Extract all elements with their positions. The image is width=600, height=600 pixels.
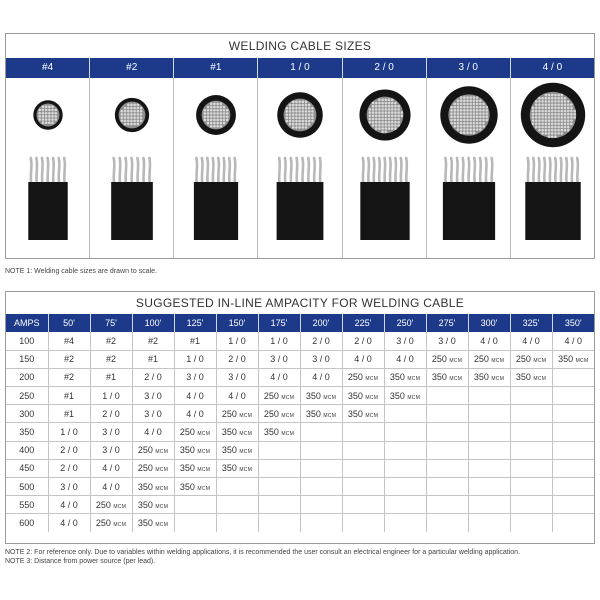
- cable-size-value: 250: [347, 372, 366, 383]
- cable-size-cell: 3 / 0: [132, 405, 174, 423]
- ampacity-table: [6, 314, 594, 532]
- cable-size-cell: [510, 405, 552, 423]
- cable-size-cell: [510, 459, 552, 477]
- cable-size-cell: [258, 496, 300, 514]
- cable-size-value: 350: [389, 390, 408, 401]
- cable-size-cell: 2 / 0: [48, 459, 90, 477]
- cable-size-value: 350: [221, 445, 240, 456]
- cable-size-cell: [300, 459, 342, 477]
- distance-header: 125': [174, 314, 216, 332]
- table-row: [6, 514, 594, 532]
- cable-size-cell: 2 / 0: [132, 368, 174, 386]
- table-row: [6, 368, 594, 386]
- cable-size-cell: [468, 496, 510, 514]
- cable-size-cell: 3 / 0: [426, 332, 468, 350]
- mcm-unit: MCM: [155, 449, 169, 456]
- cable-size-cell: [216, 441, 258, 459]
- mcm-unit: MCM: [575, 358, 589, 365]
- size-label: #2: [90, 58, 174, 78]
- cable-size-value: 250: [221, 408, 240, 419]
- table-row: [6, 332, 594, 350]
- cable-size-cell: [174, 459, 216, 477]
- cable-size-cell: [384, 387, 426, 405]
- cable-jacket-side-view: [360, 182, 409, 240]
- cable-size-value: 350: [558, 354, 576, 365]
- table-row: [6, 459, 594, 477]
- table-row: [6, 387, 594, 405]
- conductor-strands: [286, 101, 314, 129]
- cable-size-cell: [510, 496, 552, 514]
- amps-cell: 500: [6, 478, 48, 496]
- mcm-unit: MCM: [281, 431, 295, 438]
- cable-size-cell: [300, 478, 342, 496]
- cable-size-value: 350: [179, 481, 198, 492]
- cable-size-cell: [384, 441, 426, 459]
- cable-size-cell: [384, 478, 426, 496]
- cable-size-cell: [174, 441, 216, 459]
- cable-size-cell: [552, 387, 594, 405]
- cable-size-cell: [426, 423, 468, 441]
- cable-size-cell: [384, 368, 426, 386]
- cable-size-cell: [216, 496, 258, 514]
- exposed-strands: [362, 158, 406, 184]
- cable-size-cell: [258, 478, 300, 496]
- cable-size-value: 250: [473, 354, 492, 365]
- cable-size-cell: [132, 496, 174, 514]
- cable-cell: [6, 78, 90, 258]
- cable-size-value: 250: [263, 408, 282, 419]
- cable-size-value: 250: [95, 499, 114, 510]
- distance-header: 325': [510, 314, 552, 332]
- cable-size-cell: [300, 405, 342, 423]
- cable-size-value: 250: [137, 463, 156, 474]
- cable-cell: [511, 78, 594, 258]
- cable-size-cell: [90, 514, 132, 532]
- mcm-unit: MCM: [365, 376, 379, 383]
- size-label: 2 / 0: [343, 58, 427, 78]
- distance-header: 250': [384, 314, 426, 332]
- cable-size-cell: [174, 478, 216, 496]
- cable-size-cell: [174, 496, 216, 514]
- cable-jacket-side-view: [277, 182, 324, 240]
- cable-size-cell: [426, 514, 468, 532]
- cable-size-cell: [300, 514, 342, 532]
- cable-drawing: [511, 78, 595, 258]
- cable-size-value: 350: [305, 408, 324, 419]
- amps-cell: 550: [6, 496, 48, 514]
- note-1: NOTE 1: Welding cable sizes are drawn to scale.: [5, 268, 157, 275]
- cable-jacket-side-view: [525, 182, 580, 240]
- cable-size-cell: 2 / 0: [216, 350, 258, 368]
- cable-cell: [427, 78, 511, 258]
- cable-size-value: 350: [137, 481, 156, 492]
- cable-drawing: [174, 78, 258, 258]
- cable-cell: [258, 78, 342, 258]
- cable-size-cell: [132, 478, 174, 496]
- cable-size-cell: 1 / 0: [258, 332, 300, 350]
- welding-cable-sizes-panel: [5, 33, 595, 259]
- cable-size-value: 350: [263, 427, 282, 438]
- cable-size-cell: 4 / 0: [132, 423, 174, 441]
- cable-size-cell: [510, 514, 552, 532]
- mcm-unit: MCM: [113, 522, 127, 529]
- cable-size-cell: [468, 405, 510, 423]
- cable-size-cell: [510, 478, 552, 496]
- cable-size-cell: 4 / 0: [174, 405, 216, 423]
- cable-size-cell: #4: [48, 332, 90, 350]
- cable-size-cell: [90, 496, 132, 514]
- mcm-unit: MCM: [407, 394, 421, 401]
- distance-header: 175': [258, 314, 300, 332]
- cable-size-cell: 4 / 0: [384, 350, 426, 368]
- mcm-unit: MCM: [533, 376, 547, 383]
- table-row: [6, 496, 594, 514]
- table-row: [6, 405, 594, 423]
- cable-size-cell: [384, 459, 426, 477]
- cable-size-cell: [384, 496, 426, 514]
- cable-size-cell: [510, 441, 552, 459]
- cable-size-cell: [300, 441, 342, 459]
- distance-header: 100': [132, 314, 174, 332]
- ampacity-header-row: [6, 314, 594, 332]
- mcm-unit: MCM: [491, 376, 505, 383]
- mcm-unit: MCM: [281, 394, 295, 401]
- cable-cell: [343, 78, 427, 258]
- cable-size-cell: [300, 387, 342, 405]
- mcm-unit: MCM: [365, 394, 379, 401]
- cable-size-cell: #1: [132, 350, 174, 368]
- mcm-unit: MCM: [491, 358, 505, 365]
- note-2: NOTE 2: For reference only. Due to variables within welding applications, it is recommended the user consult an electrical engineer for a particular welding application.: [5, 549, 521, 556]
- mcm-unit: MCM: [449, 358, 463, 365]
- cable-size-value: 350: [179, 445, 198, 456]
- cable-size-cell: [300, 423, 342, 441]
- cable-size-cell: [342, 496, 384, 514]
- cable-size-cell: [342, 478, 384, 496]
- cable-size-cell: 4 / 0: [90, 459, 132, 477]
- cable-size-cell: 4 / 0: [174, 387, 216, 405]
- cable-drawing: [90, 78, 174, 258]
- cable-size-cell: 3 / 0: [48, 478, 90, 496]
- cable-size-cell: [216, 405, 258, 423]
- mcm-unit: MCM: [113, 503, 127, 510]
- cable-size-cell: [510, 350, 552, 368]
- cable-size-cell: [552, 496, 594, 514]
- mcm-unit: MCM: [155, 485, 169, 492]
- ampacity-title: SUGGESTED IN-LINE AMPACITY FOR WELDING CABLE: [135, 296, 465, 310]
- amps-cell: 300: [6, 405, 48, 423]
- cable-jacket-side-view: [443, 182, 495, 240]
- mcm-unit: MCM: [197, 449, 211, 456]
- table-row: [6, 350, 594, 368]
- cable-size-cell: 4 / 0: [342, 350, 384, 368]
- mcm-unit: MCM: [155, 522, 169, 529]
- cable-illustrations-row: [6, 78, 594, 258]
- cable-size-cell: #2: [132, 332, 174, 350]
- cable-size-value: 250: [263, 390, 282, 401]
- cable-size-cell: 2 / 0: [48, 441, 90, 459]
- cable-size-cell: [132, 459, 174, 477]
- size-header-row: [6, 58, 594, 78]
- cable-size-value: 350: [179, 463, 198, 474]
- cable-size-cell: 1 / 0: [174, 350, 216, 368]
- size-label: 3 / 0: [427, 58, 511, 78]
- mcm-unit: MCM: [239, 467, 253, 474]
- cable-size-cell: [468, 441, 510, 459]
- distance-header: 150': [216, 314, 258, 332]
- exposed-strands: [528, 158, 578, 184]
- cable-size-value: 250: [95, 518, 114, 529]
- cable-size-cell: [258, 387, 300, 405]
- cable-size-cell: 4 / 0: [48, 496, 90, 514]
- cable-size-cell: 4 / 0: [510, 332, 552, 350]
- amps-cell: 600: [6, 514, 48, 532]
- cable-size-value: 250: [431, 354, 450, 365]
- mcm-unit: MCM: [239, 412, 253, 419]
- amps-cell: 450: [6, 459, 48, 477]
- cable-size-cell: [342, 459, 384, 477]
- cable-size-cell: 3 / 0: [258, 350, 300, 368]
- cable-size-value: 350: [389, 372, 408, 383]
- cable-size-cell: 3 / 0: [90, 441, 132, 459]
- cable-cell: [90, 78, 174, 258]
- sizes-title: WELDING CABLE SIZES: [228, 39, 372, 53]
- cable-size-cell: 4 / 0: [90, 478, 132, 496]
- cable-size-value: 250: [515, 354, 534, 365]
- cable-size-cell: [132, 514, 174, 532]
- cable-drawing: [6, 78, 90, 258]
- cable-size-cell: [342, 441, 384, 459]
- mcm-unit: MCM: [281, 412, 295, 419]
- exposed-strands: [31, 158, 65, 184]
- cable-size-cell: 2 / 0: [342, 332, 384, 350]
- cable-size-cell: [216, 423, 258, 441]
- cable-size-cell: [342, 368, 384, 386]
- cable-size-cell: [426, 368, 468, 386]
- distance-header: 50': [48, 314, 90, 332]
- cable-size-cell: [300, 496, 342, 514]
- cable-size-cell: [426, 496, 468, 514]
- cable-size-cell: [426, 405, 468, 423]
- cable-size-cell: [468, 387, 510, 405]
- amps-cell: 350: [6, 423, 48, 441]
- cable-size-cell: [552, 405, 594, 423]
- ampacity-panel: [5, 291, 595, 544]
- cable-size-cell: 4 / 0: [552, 332, 594, 350]
- cable-size-cell: [468, 350, 510, 368]
- mcm-unit: MCM: [533, 358, 547, 365]
- amps-cell: 100: [6, 332, 48, 350]
- cable-size-cell: 2 / 0: [90, 405, 132, 423]
- mcm-unit: MCM: [155, 467, 169, 474]
- note-3: NOTE 3: Distance from power source (per lead).: [5, 558, 156, 565]
- cable-size-value: 350: [347, 408, 366, 419]
- cable-size-cell: [216, 514, 258, 532]
- cable-size-value: 350: [137, 518, 156, 529]
- cable-size-cell: [342, 423, 384, 441]
- cable-size-cell: [426, 459, 468, 477]
- mcm-unit: MCM: [197, 467, 211, 474]
- cable-drawing: [258, 78, 342, 258]
- cable-drawing: [427, 78, 511, 258]
- cable-size-cell: #1: [174, 332, 216, 350]
- cable-size-cell: [552, 514, 594, 532]
- cable-size-cell: [426, 350, 468, 368]
- mcm-unit: MCM: [197, 485, 211, 492]
- cable-size-value: 350: [305, 390, 324, 401]
- table-row: [6, 423, 594, 441]
- cable-size-cell: [426, 441, 468, 459]
- cable-size-cell: 3 / 0: [90, 423, 132, 441]
- amps-header: AMPS: [6, 314, 48, 332]
- mcm-unit: MCM: [239, 431, 253, 438]
- distance-header: 75': [90, 314, 132, 332]
- cable-size-cell: #1: [48, 405, 90, 423]
- cable-size-cell: 1 / 0: [90, 387, 132, 405]
- mcm-unit: MCM: [239, 449, 253, 456]
- cable-jacket-side-view: [111, 182, 153, 240]
- cable-size-value: 250: [179, 427, 198, 438]
- cable-size-cell: #2: [90, 350, 132, 368]
- cable-size-value: 250: [137, 445, 156, 456]
- cable-size-cell: [174, 514, 216, 532]
- table-row: [6, 478, 594, 496]
- cable-size-cell: [468, 459, 510, 477]
- cable-size-cell: [552, 423, 594, 441]
- cable-size-cell: [258, 459, 300, 477]
- cable-size-cell: 4 / 0: [48, 514, 90, 532]
- cable-size-cell: [342, 514, 384, 532]
- cable-size-cell: [468, 423, 510, 441]
- cable-size-cell: 3 / 0: [384, 332, 426, 350]
- cable-size-cell: [510, 423, 552, 441]
- amps-cell: 150: [6, 350, 48, 368]
- amps-cell: 250: [6, 387, 48, 405]
- distance-header: 275': [426, 314, 468, 332]
- cable-size-cell: 3 / 0: [132, 387, 174, 405]
- cable-size-cell: #2: [48, 368, 90, 386]
- exposed-strands: [445, 158, 492, 184]
- cable-size-cell: 3 / 0: [300, 350, 342, 368]
- cable-size-cell: 1 / 0: [216, 332, 258, 350]
- cable-size-cell: [552, 350, 594, 368]
- mcm-unit: MCM: [323, 394, 337, 401]
- table-row: [6, 441, 594, 459]
- cable-jacket-side-view: [28, 182, 67, 240]
- cable-size-cell: [174, 423, 216, 441]
- cable-size-value: 350: [347, 390, 366, 401]
- size-label: #4: [6, 58, 90, 78]
- exposed-strands: [280, 158, 322, 184]
- cable-size-cell: [468, 368, 510, 386]
- cable-size-value: 350: [431, 372, 450, 383]
- cable-size-cell: #2: [90, 332, 132, 350]
- cable-cell: [174, 78, 258, 258]
- cable-size-cell: 4 / 0: [300, 368, 342, 386]
- cable-size-cell: [132, 441, 174, 459]
- cable-size-cell: [552, 368, 594, 386]
- cable-size-value: 350: [473, 372, 492, 383]
- cable-size-cell: 2 / 0: [300, 332, 342, 350]
- mcm-unit: MCM: [407, 376, 421, 383]
- cable-drawing: [343, 78, 427, 258]
- size-label: 4 / 0: [542, 62, 563, 73]
- exposed-strands: [114, 158, 150, 184]
- cable-size-value: 350: [137, 499, 156, 510]
- mcm-unit: MCM: [449, 376, 463, 383]
- cable-size-cell: #1: [48, 387, 90, 405]
- mcm-unit: MCM: [197, 431, 211, 438]
- cable-size-cell: [552, 441, 594, 459]
- cable-jacket-side-view: [194, 182, 238, 240]
- cable-size-cell: #1: [90, 368, 132, 386]
- cable-size-cell: [342, 387, 384, 405]
- size-label: #1: [174, 58, 258, 78]
- cable-size-cell: [384, 514, 426, 532]
- cable-size-cell: [342, 405, 384, 423]
- cable-size-value: 350: [221, 463, 240, 474]
- cable-size-value: 350: [221, 427, 240, 438]
- cable-size-cell: [426, 478, 468, 496]
- size-label: 1 / 0: [258, 58, 342, 78]
- cable-size-cell: 4 / 0: [258, 368, 300, 386]
- distance-header: 225': [342, 314, 384, 332]
- cable-size-cell: [258, 405, 300, 423]
- cable-size-cell: 4 / 0: [216, 387, 258, 405]
- cable-size-cell: [384, 405, 426, 423]
- cable-size-cell: [216, 459, 258, 477]
- cable-size-cell: [426, 387, 468, 405]
- conductor-cross-section: [37, 104, 60, 127]
- amps-cell: 200: [6, 368, 48, 386]
- cable-size-cell: [258, 514, 300, 532]
- cable-size-cell: 4 / 0: [468, 332, 510, 350]
- distance-header: 350': [552, 314, 594, 332]
- cable-size-cell: 3 / 0: [174, 368, 216, 386]
- distance-header: 200': [300, 314, 342, 332]
- conductor-cross-section: [448, 94, 489, 135]
- exposed-strands: [197, 158, 236, 184]
- cable-size-cell: [468, 478, 510, 496]
- cable-size-cell: [384, 423, 426, 441]
- cable-size-cell: #2: [48, 350, 90, 368]
- cable-size-cell: [552, 478, 594, 496]
- mcm-unit: MCM: [365, 412, 379, 419]
- cable-size-cell: 3 / 0: [216, 368, 258, 386]
- conductor-cross-section: [202, 101, 231, 130]
- cable-size-cell: [552, 459, 594, 477]
- amps-cell: 400: [6, 441, 48, 459]
- cable-size-cell: [468, 514, 510, 532]
- mcm-unit: MCM: [323, 412, 337, 419]
- cable-size-cell: [258, 423, 300, 441]
- cable-size-cell: [510, 387, 552, 405]
- distance-header: 300': [468, 314, 510, 332]
- mcm-unit: MCM: [155, 503, 169, 510]
- cable-size-value: 350: [515, 372, 534, 383]
- cable-size-cell: [510, 368, 552, 386]
- cable-size-cell: [216, 478, 258, 496]
- cable-size-cell: [258, 441, 300, 459]
- cable-size-cell: 1 / 0: [48, 423, 90, 441]
